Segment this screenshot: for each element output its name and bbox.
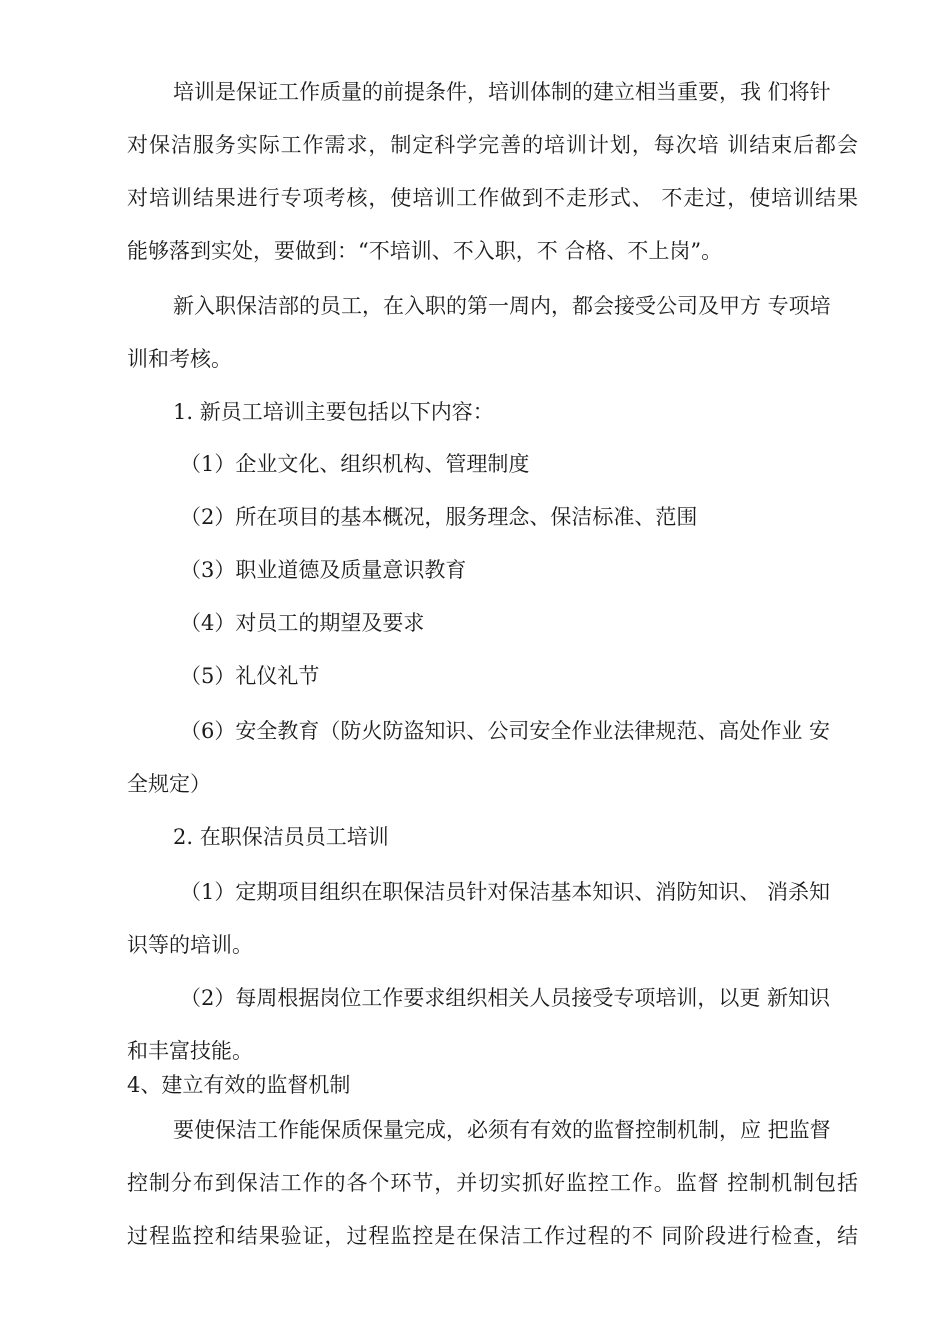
list-item-3: （3）职业道德及质量意识教育 [180, 558, 467, 582]
section-1-heading: 1. 新员工培训主要包括以下内容： [173, 400, 494, 424]
paragraph-2-line-1: 新入职保洁部的员工，在入职的第一周内，都会接受公司及甲方 专项培 [173, 294, 831, 318]
section-2-heading: 2. 在职保洁员员工培训 [173, 825, 389, 849]
list-item-5: （5）礼仪礼节 [180, 664, 320, 688]
paragraph-2-line-2: 训和考核。 [127, 347, 232, 371]
paragraph-1-line-1: 培训是保证工作质量的前提条件，培训体制的建立相当重要，我 们将针 [173, 80, 831, 104]
training-item-2-line-1: （2）每周根据岗位工作要求组织相关人员接受专项培训，以更 新知识 [180, 986, 831, 1010]
paragraph-3-line-2: 控制分布到保洁工作的各个环节，并切实抓好监控工作。监督 控制机制包括 [127, 1171, 858, 1195]
training-item-1-line-1: （1）定期项目组织在职保洁员针对保洁基本知识、消防知识、 消杀知 [180, 880, 831, 904]
list-item-6-line-1: （6）安全教育（防火防盗知识、公司安全作业法律规范、高处作业 安 [180, 719, 831, 743]
training-item-1-line-2: 识等的培训。 [127, 933, 253, 957]
list-item-2: （2）所在项目的基本概况，服务理念、保洁标准、范围 [180, 505, 698, 529]
list-item-1: （1）企业文化、组织机构、管理制度 [180, 452, 530, 476]
paragraph-1-line-4: 能够落到实处，要做到：“不培训、不入职，不 合格、不上岗”。 [127, 239, 723, 263]
paragraph-3-line-3: 过程监控和结果验证，过程监控是在保洁工作过程的不 同阶段进行检查，结 [127, 1224, 858, 1248]
list-item-6-line-2: 全规定） [127, 772, 211, 796]
paragraph-1-line-3: 对培训结果进行专项考核，使培训工作做到不走形式、 不走过，使培训结果 [127, 186, 858, 210]
section-4-heading: 4、建立有效的监督机制 [127, 1073, 351, 1097]
list-item-4: （4）对员工的期望及要求 [180, 611, 425, 635]
paragraph-1-line-2: 对保洁服务实际工作需求，制定科学完善的培训计划，每次培 训结束后都会 [127, 133, 858, 157]
training-item-2-line-2: 和丰富技能。 [127, 1039, 253, 1063]
paragraph-3-line-1: 要使保洁工作能保质保量完成，必须有有效的监督控制机制，应 把监督 [173, 1118, 831, 1142]
